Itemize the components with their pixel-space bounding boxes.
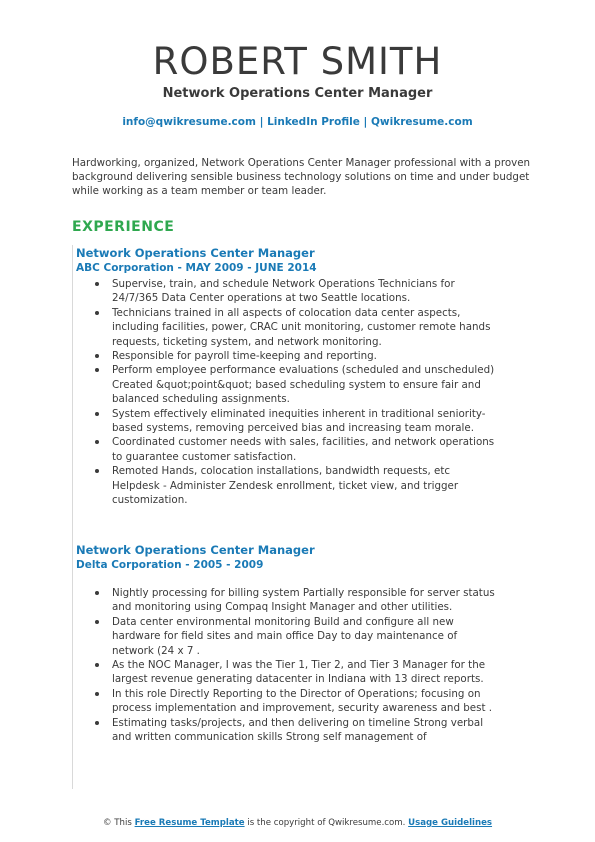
bullet-icon (95, 354, 99, 358)
bullet-icon (95, 412, 99, 416)
job-entry (76, 543, 516, 744)
job-bullets (76, 277, 516, 508)
bullet-icon (95, 469, 99, 473)
bullet-icon (95, 311, 99, 315)
contact-separator: | (359, 116, 371, 128)
job-bullets (76, 586, 516, 744)
email-link[interactable]: info@qwikresume.com (122, 116, 256, 128)
bullet-icon (95, 282, 99, 286)
job-company: Delta Corporation - 2005 - 2009 (76, 559, 264, 571)
job-company: ABC Corporation - MAY 2009 - JUNE 2014 (76, 262, 317, 274)
summary-paragraph: Hardworking, organized, Network Operations Center Manager professional with a proven background delivering sensible business technology solutions on time and under budget while working as a team member or team leader. (72, 157, 531, 197)
list-item: Nightly processing for billing system Partially responsible for server status and monitoring using Compaq Insight Manager and other utilities. (76, 586, 497, 615)
free-resume-template-link[interactable]: Free Resume Template (134, 818, 245, 828)
candidate-name: ROBERT SMITH (152, 40, 443, 83)
usage-guidelines-link[interactable]: Usage Guidelines (408, 818, 493, 828)
bullet-icon (95, 692, 99, 696)
candidate-title: Network Operations Center Manager (162, 86, 433, 101)
list-item: Data center environmental monitoring Build and configure all new hardware for field sites and main office Day to day maintenance of network (24 x 7 . (76, 615, 497, 658)
list-item: Technicians trained in all aspects of colocation data center aspects, including facilities, power, CRAC unit monitoring, customer remote hands requests, ticketing system, and network monitoring. (76, 306, 497, 349)
bullet-icon (95, 440, 99, 444)
bullet-icon (95, 663, 99, 667)
timeline-line (72, 245, 73, 789)
bullet-icon (95, 721, 99, 725)
list-item: In this role Directly Reporting to the Director of Operations; focusing on process implementation and improvement, security awareness and best . (76, 687, 497, 716)
list-item: Supervise, train, and schedule Network Operations Technicians for 24/7/365 Data Center operations at two Seattle locations. (76, 277, 497, 306)
footer-middle-text: is the copyright of Qwikresume.com. (244, 818, 409, 828)
bullet-icon (95, 591, 99, 595)
experience-heading: EXPERIENCE (72, 219, 175, 235)
job-title: Network Operations Center Manager (76, 543, 315, 557)
list-item: Estimating tasks/projects, and then delivering on timeline Strong verbal and written communication skills Strong self management of (76, 716, 497, 745)
job-title: Network Operations Center Manager (76, 246, 315, 260)
list-item: Responsible for payroll time-keeping and reporting. (76, 349, 497, 363)
website-link[interactable]: Qwikresume.com (370, 116, 473, 128)
list-item: As the NOC Manager, I was the Tier 1, Tier 2, and Tier 3 Manager for the largest revenue generating datacenter in Indiana with 13 direct reports. (76, 658, 497, 687)
list-item: System effectively eliminated inequities inherent in traditional seniority-based systems, removing perceived bias and increasing team morale. (76, 407, 497, 436)
job-entry (76, 246, 516, 508)
contact-line (0, 116, 595, 128)
linkedin-link[interactable]: LinkedIn Profile (267, 116, 360, 128)
list-item: Remoted Hands, colocation installations, bandwidth requests, etc Helpdesk - Administer Zendesk enrollment, ticket view, and trigger customization. (76, 464, 497, 507)
list-item: Perform employee performance evaluations (scheduled and unscheduled) Created &quot;point&quot; based scheduling system to ensure fair and balanced scheduling assignments. (76, 363, 497, 406)
bullet-icon (95, 620, 99, 624)
contact-separator: | (255, 116, 268, 128)
list-item: Coordinated customer needs with sales, facilities, and network operations to guarantee customer satisfaction. (76, 435, 497, 464)
footer-copyright: © This (102, 818, 135, 828)
bullet-icon (95, 368, 99, 372)
footer (0, 818, 595, 828)
